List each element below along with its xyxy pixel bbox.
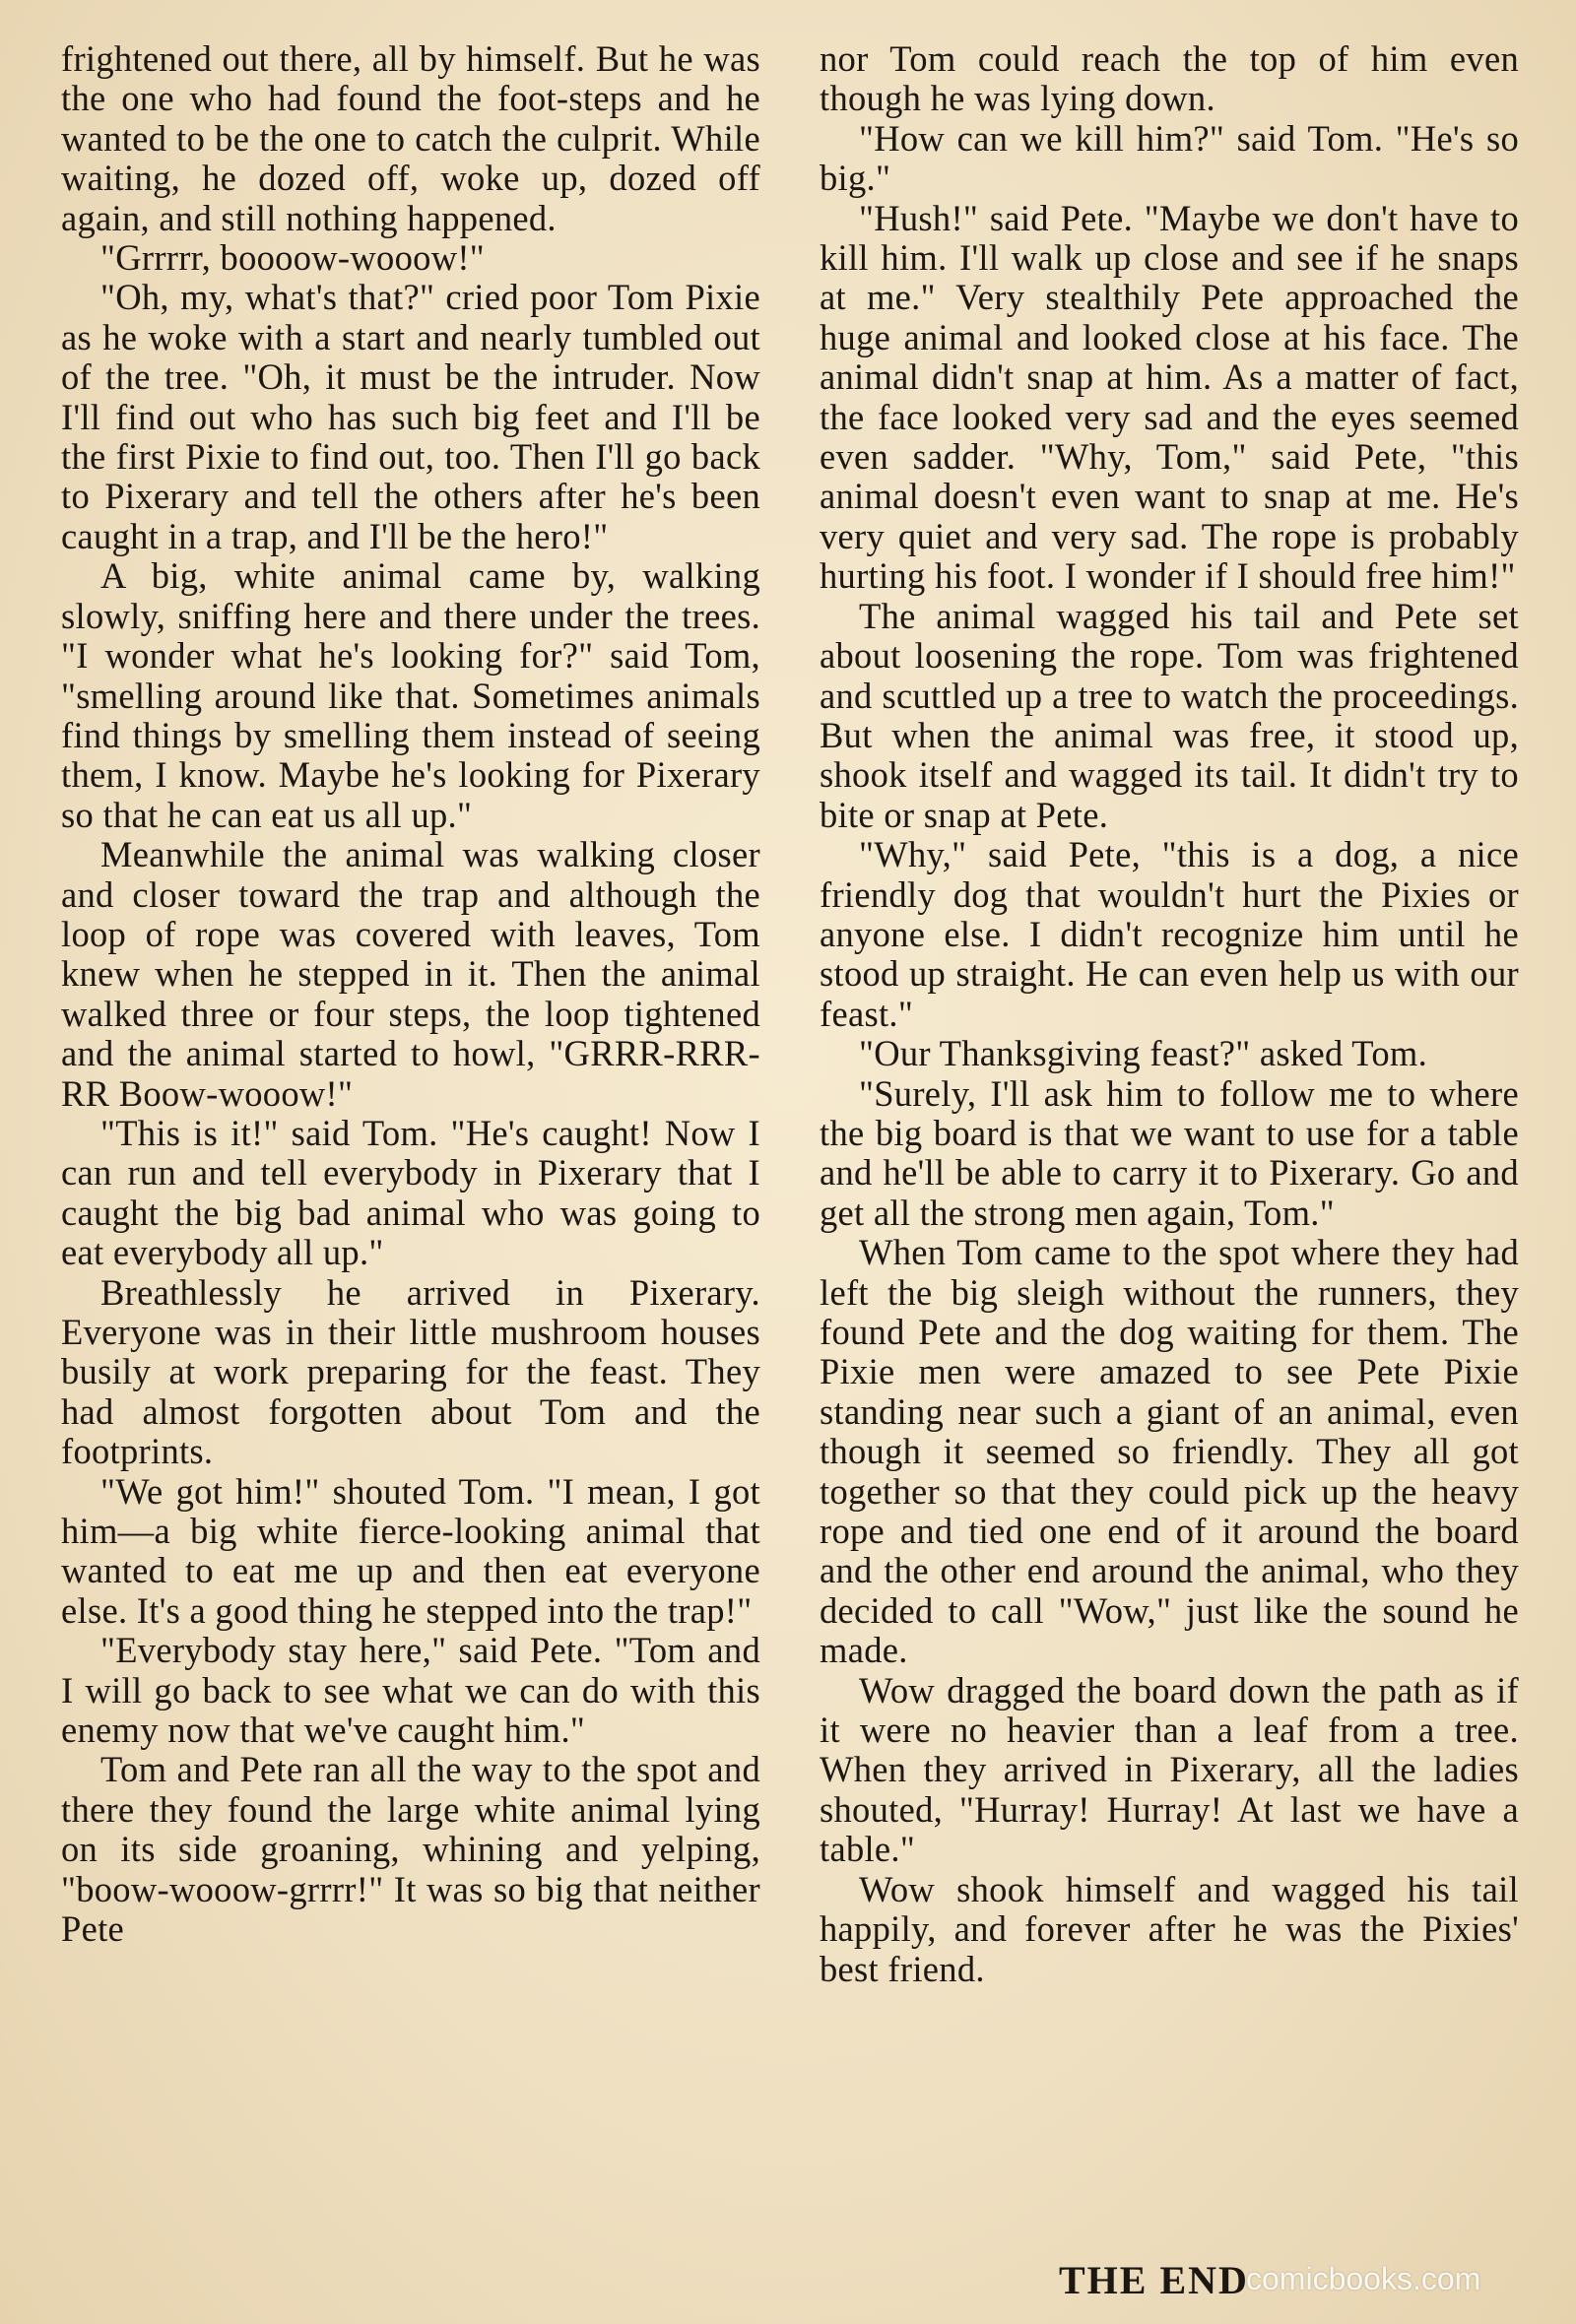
paragraph: "Our Thanksgiving feast?" asked Tom.: [859, 1033, 1427, 1074]
watermark: comicbooks.com: [1246, 2261, 1481, 2296]
paragraph: "How can we kill him?" said Tom. "He's so big.": [820, 117, 1519, 199]
paragraph: frightened out there, all by himself. But he was the one who had found the foot-steps and he wanted to be the one to catch the culprit. While waiting, he dozed off, woke up, dozed off again, and still nothing happened.: [61, 38, 760, 238]
paragraph: "Hush!" said Pete. "Maybe we don't have to kill him. I'll walk up close and see if he snaps at me." Very stealthily Pete approached the huge animal and looked close at his face. The animal didn't snap at him. As a matter of fact, the face looked very sad and the eyes seemed even sadder. "Why, Tom," said Pete, "this animal doesn't even want to snap at me. He's very quiet and very sad. The rope is probably hurting his foot. I wonder if I should free him!": [820, 197, 1519, 597]
paragraph: A big, white animal came by, walking slowly, sniffing here and there under the trees. "I wonder what he's looking for?" said Tom, "smelling around like that. Sometimes animals find things by smelling them instead of seeing them, I know. Maybe he's looking for Pixerary so that he can eat us all up.": [61, 555, 760, 835]
paragraph: When Tom came to the spot where they had left the big sleigh without the runners, they found Pete and the dog waiting for them. The Pixie men were amazed to see Pete Pixie standing near such a giant of an animal, even though it seemed so friendly. They all got together so that they could pick up the heavy rope and tied one end of it around the board and the other end around the animal, who they decided to call "Wow," just like the sound he made.: [820, 1232, 1519, 1671]
the-end-label: THE END: [1059, 2258, 1249, 2302]
right-text-column: [820, 39, 1519, 1989]
paragraph: nor Tom could reach the top of him even though he was lying down.: [820, 38, 1519, 119]
left-text-column: [61, 39, 760, 1950]
paragraph: Wow dragged the board down the path as if it were no heavier than a leaf from a tree. When they arrived in Pixerary, all the ladies shouted, "Hurray! Hurray! At last we have a table.": [820, 1669, 1519, 1870]
paragraph: "Surely, I'll ask him to follow me to where the big board is that we want to use for a table and he'll be able to carry it to Pixerary. Go and get all the strong men again, Tom.": [820, 1072, 1519, 1233]
paragraph: The animal wagged his tail and Pete set about loosening the rope. Tom was frightened and scuttled up a tree to watch the proceedings. But when the animal was free, it stood up, shook itself and wagged its tail. It didn't try to bite or snap at Pete.: [820, 595, 1519, 835]
paragraph: Wow shook himself and wagged his tail happily, and forever after he was the Pixies' best friend.: [820, 1868, 1519, 1989]
paragraph: "Oh, my, what's that?" cried poor Tom Pixie as he woke with a start and nearly tumbled out of the tree. "Oh, it must be the intruder. Now I'll find out who has such big feet and I'll be the first Pixie to find out, too. Then I'll go back to Pixerary and tell the others after he's been caught in a trap, and I'll be the hero!": [61, 277, 760, 556]
paragraph: "Grrrrr, boooow-wooow!": [100, 237, 486, 279]
paragraph: "This is it!" said Tom. "He's caught! Now I can run and tell everybody in Pixerary that I caught the big bad animal who was going to eat everybody all up.": [61, 1112, 760, 1273]
paragraph: Meanwhile the animal was walking closer and closer toward the trap and although the loop of rope was covered with leaves, Tom knew when he stepped in it. Then the animal walked three or four steps, the loop tightened and the animal started to howl, "GRRR-RRR-RR Boow-wooow!": [61, 834, 760, 1114]
paragraph: "Why," said Pete, "this is a dog, a nice friendly dog that wouldn't hurt the Pixies or anyone else. I didn't recognize him until he stood up straight. He can even help us with our feast.": [820, 834, 1519, 1034]
paragraph: Tom and Pete ran all the way to the spot and there they found the large white animal lying on its side groaning, whining and yelping, "boow-wooow-grrrr!" It was so big that neither Pete: [61, 1749, 760, 1950]
paragraph: Breathlessly he arrived in Pixerary. Everyone was in their little mushroom houses busily at work preparing for the feast. They had almost forgotten about Tom and the footprints.: [61, 1271, 760, 1472]
paragraph: "Everybody stay here," said Pete. "Tom and I will go back to see what we can do with this enemy now that we've caught him.": [61, 1630, 760, 1751]
paragraph: "We got him!" shouted Tom. "I mean, I got him—a big white fierce-looking animal that wanted to eat me up and then eat everyone else. It's a good thing he stepped into the trap!": [61, 1470, 760, 1631]
